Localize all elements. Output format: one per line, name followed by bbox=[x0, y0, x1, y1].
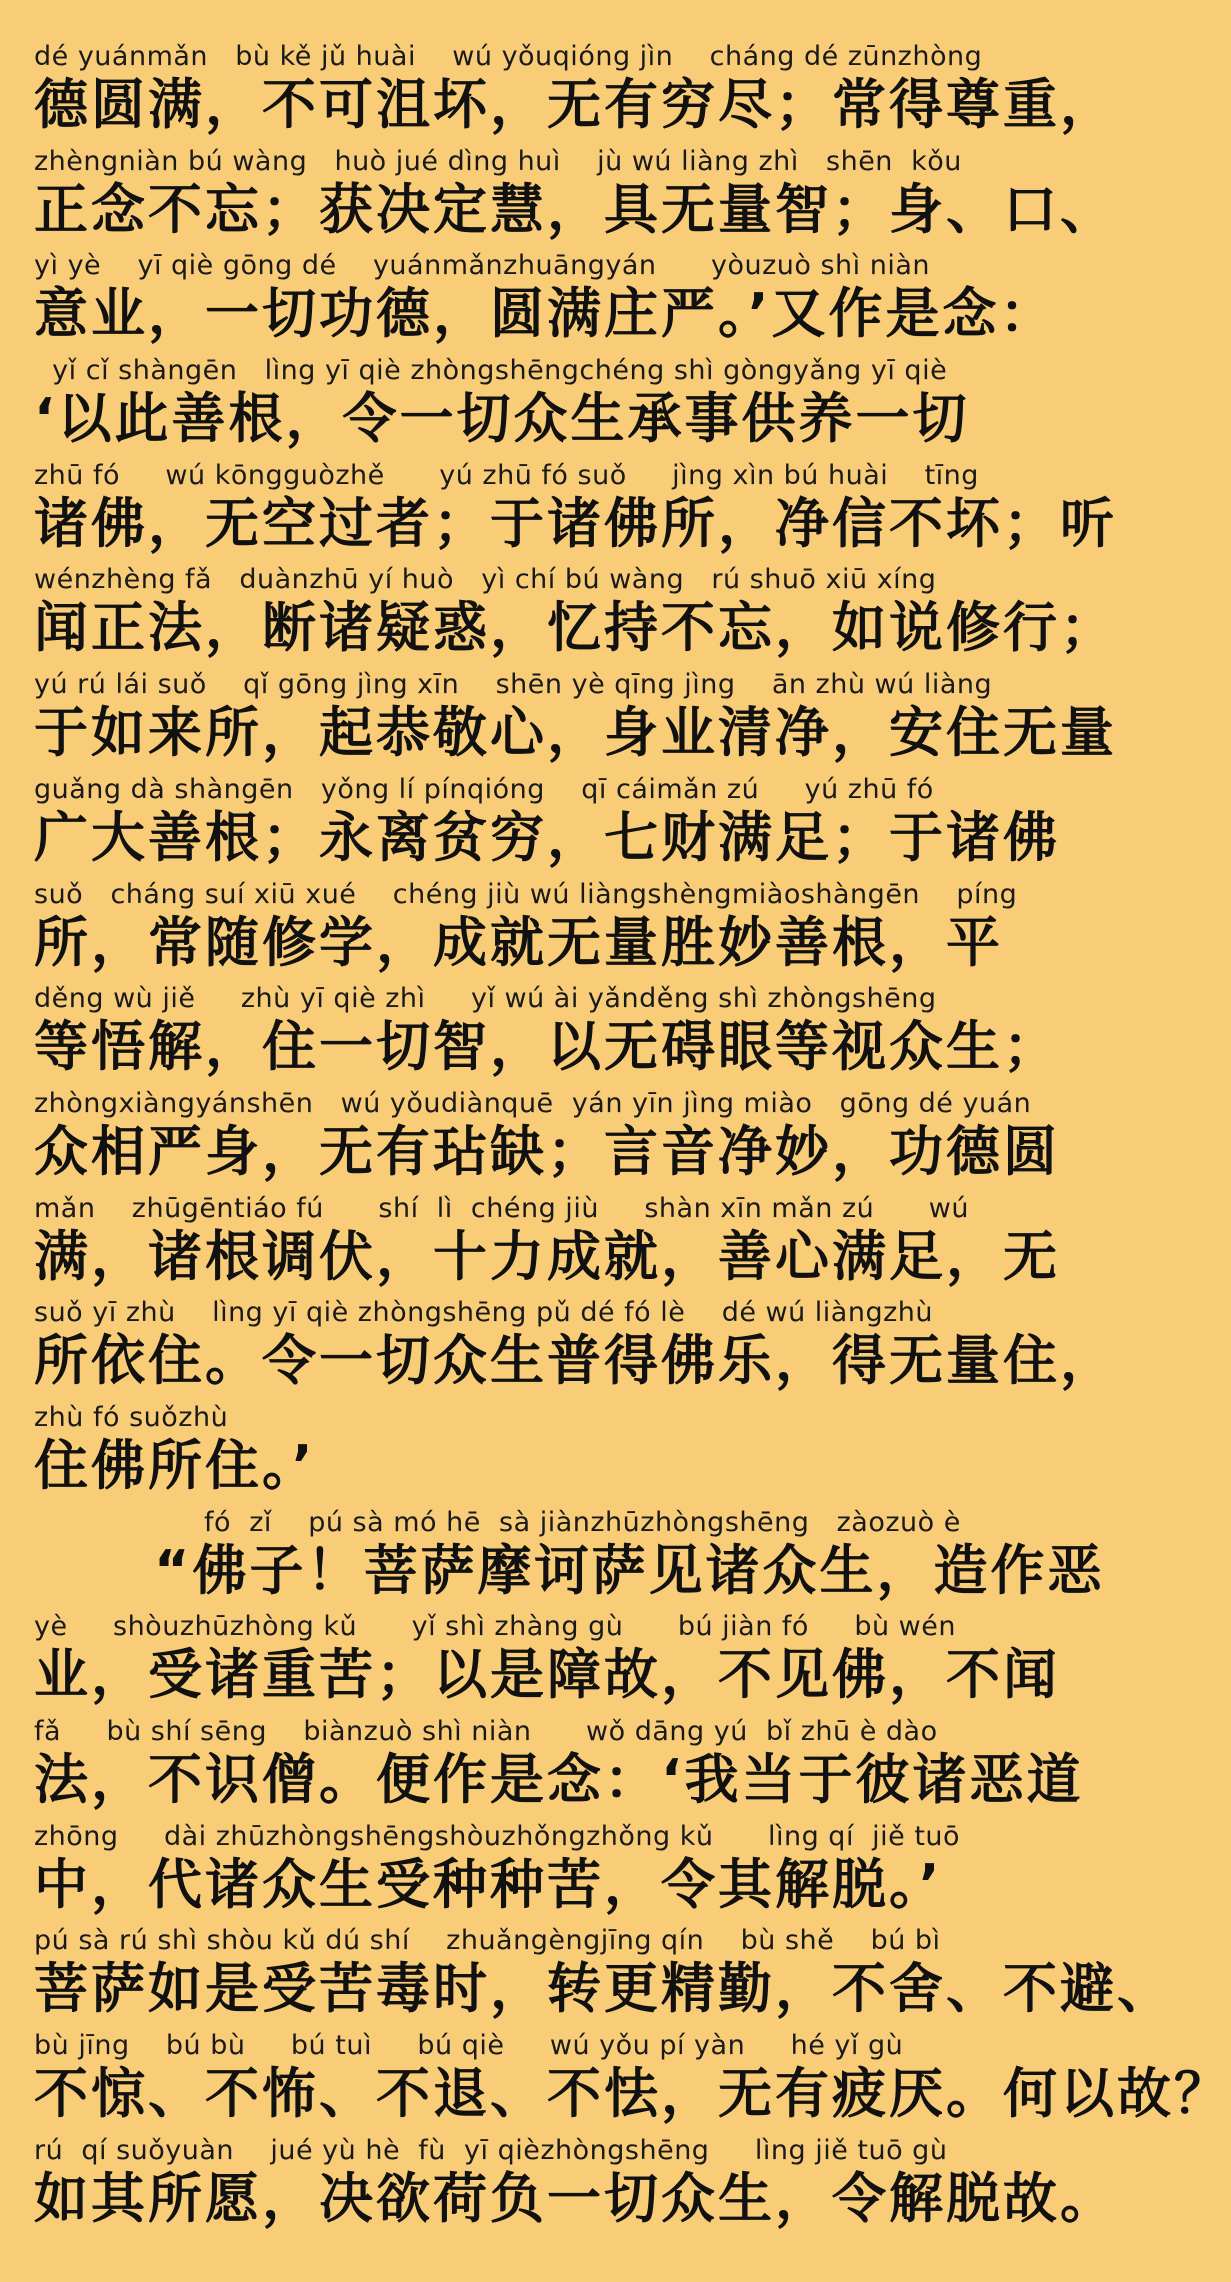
pinyin-line: pú sà rú shì shòu kǔ dú shí zhuǎngèngjīng qín bù shě bú bì bbox=[34, 1925, 941, 1957]
pinyin-line: wénzhèng fǎ duànzhū yí huò yì chí bú wàng rú shuō xiū xíng bbox=[34, 564, 937, 596]
text-line-3 bbox=[34, 250, 1057, 356]
pinyin-line: dé yuánmǎn bù kě jǔ huài wú yǒuqióng jìn cháng dé zūnzhòng bbox=[34, 41, 983, 72]
pinyin-line: rú qí suǒyuàn jué yù hè fù yī qièzhòngshēng lìng jiě tuō gù bbox=[34, 2134, 948, 2166]
text-line-11 bbox=[34, 1087, 1060, 1194]
hanzi-line: 等悟解，住一切智，以无碍眼等视众生； bbox=[34, 1015, 1060, 1079]
hanzi-line: 广大善根；永离贫穷，七财满足；于诸佛 bbox=[34, 805, 1060, 869]
text-line-5 bbox=[34, 459, 1117, 566]
text-line-15 bbox=[34, 1506, 1105, 1613]
hanzi-line: 众相严身，无有玷缺；言音净妙，功德圆 bbox=[34, 1119, 1060, 1183]
pinyin-line: bù jīng bú bù bú tuì bú qiè wú yǒu pí yàn hé yǐ gù bbox=[34, 2030, 904, 2062]
hanzi-line: “佛子！菩萨摩诃萨见诸众生，造作恶 bbox=[154, 1538, 1105, 1602]
text-line-21 bbox=[34, 2134, 1117, 2241]
hanzi-line: 满，诸根调伏，十力成就，善心满足，无 bbox=[34, 1224, 1060, 1288]
text-line-20 bbox=[34, 2030, 1231, 2136]
text-line-14 bbox=[34, 1403, 1052, 1508]
text-line-16 bbox=[34, 1611, 1060, 1717]
hanzi-line: 闻正法，断诸疑惑，忆持不忘，如说修行； bbox=[34, 596, 1117, 660]
hanzi-line: 所依住。令一切众生普得佛乐，得无量住， bbox=[34, 1329, 1117, 1393]
pinyin-line: zhōng dài zhūzhòngshēngshòuzhǒngzhǒng kǔ lìng qí jiě tuō bbox=[34, 1820, 961, 1852]
hanzi-line: 中，代诸众生受种种苦，令其解脱。’ bbox=[34, 1852, 943, 1916]
hanzi-line: 住佛所住。’ bbox=[34, 1433, 316, 1497]
pinyin-line: mǎn zhūgēntiáo fú shí lì chéng jiù shàn xīn mǎn zú wú bbox=[34, 1192, 969, 1224]
text-line-12 bbox=[34, 1192, 1060, 1299]
pinyin-line: zhù fó suǒzhù bbox=[34, 1401, 229, 1433]
pinyin-line: suǒ cháng suí xiū xué chéng jiù wú liàngshèngmiàoshàngēn píng bbox=[34, 878, 1018, 910]
pinyin-line: zhèngniàn bú wàng huò jué dìng huì jù wú liàng zhì shēn kǒu bbox=[34, 145, 962, 177]
pinyin-line: zhòngxiàngyánshēn wú yǒudiànquē yán yīn jìng miào gōng dé yuán bbox=[34, 1087, 1032, 1119]
text-line-10 bbox=[34, 983, 1060, 1089]
text-line-6 bbox=[34, 564, 1117, 670]
hanzi-line: 于如来所，起恭敬心，身业清净，安住无量 bbox=[34, 701, 1117, 765]
text-line-13 bbox=[34, 1297, 1117, 1403]
pinyin-line: děng wù jiě zhù yī qiè zhì yǐ wú ài yǎnděng shì zhòngshēng bbox=[34, 983, 937, 1015]
hanzi-line: 菩萨如是受苦毒时，转更精勤，不舍、不避、 bbox=[34, 1957, 1174, 2021]
pinyin-line: zhū fó wú kōngguòzhě yú zhū fó suǒ jìng xìn bú huài tīng bbox=[34, 459, 979, 491]
hanzi-line: 法，不识僧。便作是念：‘我当于彼诸恶道 bbox=[34, 1748, 1084, 1811]
hanzi-line: 所，常随修学，成就无量胜妙善根，平 bbox=[34, 910, 1003, 974]
hanzi-line: 德圆满，不可沮坏，无有穷尽；常得尊重， bbox=[34, 73, 1117, 136]
text-line-7 bbox=[34, 669, 1117, 775]
text-line-2 bbox=[34, 145, 1117, 252]
pinyin-line: yú rú lái suǒ qǐ gōng jìng xīn shēn yè qīng jìng ān zhù wú liàng bbox=[34, 669, 993, 701]
hanzi-line: ‘以此善根，令一切众生承事供养一切 bbox=[34, 387, 970, 451]
pinyin-line: yè shòuzhūzhòng kǔ yǐ shì zhàng gù bú jiàn fó bù wén bbox=[34, 1611, 956, 1643]
text-line-18 bbox=[34, 1822, 1052, 1927]
hanzi-line: 诸佛，无空过者；于诸佛所，净信不坏；听 bbox=[34, 491, 1117, 555]
pinyin-line: fó zǐ pú sà mó hē sà jiànzhūzhòngshēng zàozuò è bbox=[204, 1506, 961, 1538]
pinyin-line: yì yè yī qiè gōng dé yuánmǎnzhuāngyán yòuzuò shì niàn bbox=[34, 250, 931, 282]
hanzi-line: 不惊、不怖、不退、不怯，无有疲厌。何以故？ bbox=[34, 2062, 1231, 2126]
pinyin-line: guǎng dà shàngēn yǒng lí pínqióng qī cáimǎn zú yú zhū fó bbox=[34, 773, 934, 805]
pinyin-line: fǎ bù shí sēng biànzuò shì niàn wǒ dāng yú bǐ zhū è dào bbox=[34, 1716, 938, 1747]
hanzi-line: 如其所愿，决欲荷负一切众生，令解脱故。 bbox=[34, 2166, 1117, 2230]
hanzi-line: 意业，一切功德，圆满庄严。’又作是念： bbox=[34, 282, 1057, 346]
text-line-4 bbox=[34, 356, 1052, 461]
text-line-8 bbox=[34, 773, 1060, 880]
pinyin-line: yǐ cǐ shàngēn lìng yī qiè zhòngshēngchéng shì gòngyǎng yī qiè bbox=[34, 355, 948, 387]
hanzi-line: 正念不忘；获决定慧，具无量智；身、口、 bbox=[34, 177, 1117, 241]
pinyin-line: suǒ yī zhù lìng yī qiè zhòngshēng pǔ dé fó lè dé wú liàngzhù bbox=[34, 1297, 934, 1329]
text-line-19 bbox=[34, 1925, 1174, 2031]
hanzi-line: 业，受诸重苦；以是障故，不见佛，不闻 bbox=[34, 1643, 1060, 1707]
text-line-9 bbox=[34, 880, 1052, 985]
text-line-1 bbox=[34, 41, 1117, 147]
text-line-17 bbox=[34, 1716, 1084, 1822]
